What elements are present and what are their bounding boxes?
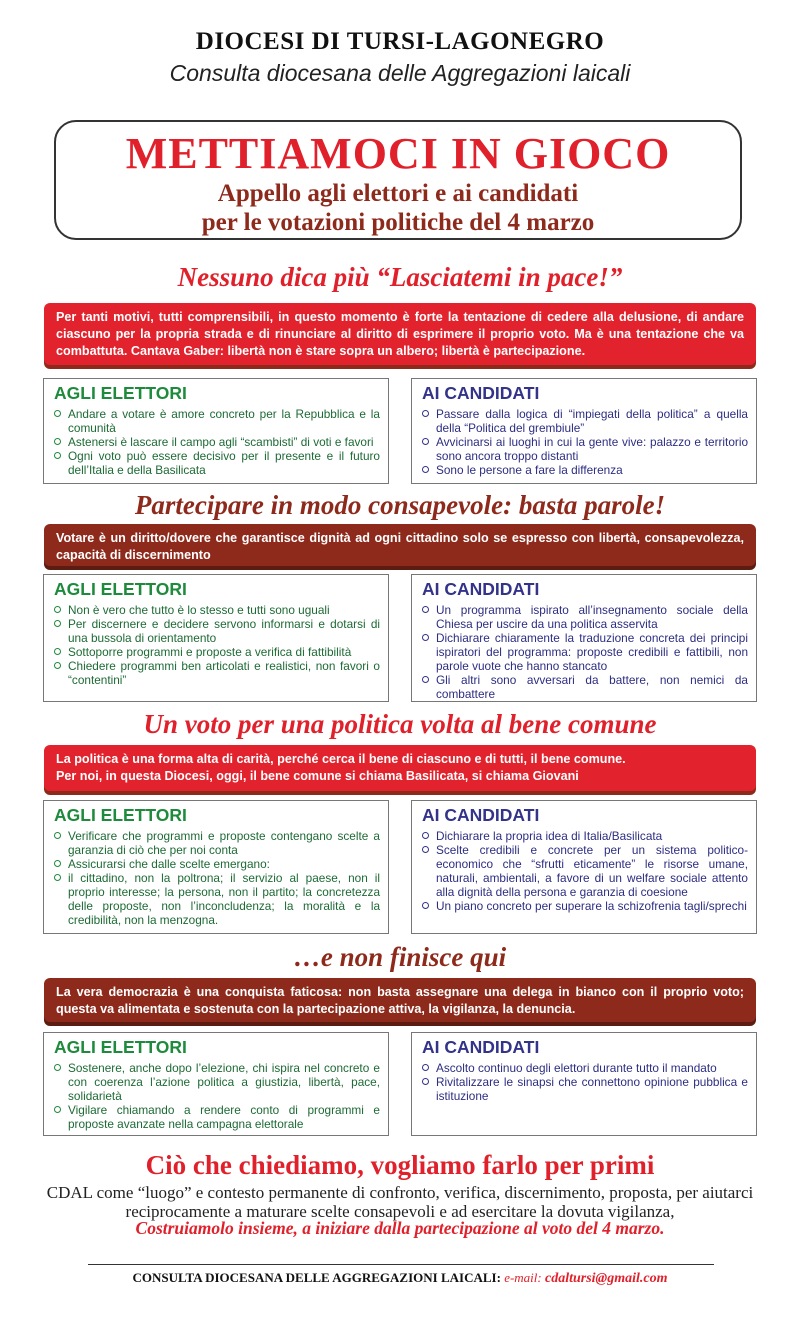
candidati-title: AI CANDIDATI: [422, 805, 540, 825]
section-2-candidati-box: [411, 574, 757, 702]
footer-email-link[interactable]: cdaltursi@gmail.com: [544, 1271, 668, 1286]
list-item: Un piano concreto per superare la schizofrenia tagli/sprechi: [422, 899, 748, 913]
candidati-title: AI CANDIDATI: [422, 579, 540, 599]
section-4-heading: …e non finisce qui: [293, 942, 507, 972]
list-item: Vigilare chiamando a rendere conto di programmi e proposte avanzate nella campagna elettorale: [54, 1103, 380, 1131]
section-4-candidati-box: [411, 1032, 757, 1136]
section-3-elettori-box: [43, 800, 389, 934]
list-item: Gli altri sono avversari da battere, non nemici da combattere: [422, 673, 748, 701]
section-2-elettori-box: [43, 574, 389, 702]
diocese-title: DIOCESI DI TURSI-LAGONEGRO: [195, 28, 605, 55]
list-item: Sono le persone a fare la differenza: [422, 463, 748, 477]
list-item: Chiedere programmi ben articolati e realistici, non favori o “contentini”: [54, 659, 380, 687]
candidati-title: AI CANDIDATI: [422, 1037, 540, 1057]
elettori-title: AGLI ELETTORI: [54, 383, 187, 403]
list-item: Sottoporre programmi e proposte a verifica di fattibilità: [54, 645, 380, 659]
closing-italic: Costruiamolo insieme, a iniziare dalla partecipazione al voto del 4 marzo.: [135, 1218, 665, 1238]
elettori-title: AGLI ELETTORI: [54, 805, 187, 825]
list-item: Sostenere, anche dopo l’elezione, chi ispira nel concreto e con coerenza l’azione politica a giustizia, libertà, pace, solidarietà: [54, 1061, 380, 1103]
section-3-banner-line-2: Per noi, in questa Diocesi, oggi, il bene comune si chiama Basilicata, si chiama Giovani: [56, 769, 579, 783]
bullet-circle-icon: [422, 438, 429, 445]
section-4-banner: La vera democrazia è una conquista faticosa: non basta assegnare una delega in bianco con il proprio voto; questa va alimentata e sostenuta con la partecipazione attiva, la vigilanza, la denuncia.: [44, 978, 756, 1022]
closing-heading: Ciò che chiediamo, vogliamo farlo per primi: [145, 1150, 655, 1180]
list-item: Ogni voto può essere decisivo per il presente e il futuro dell’Italia e della Basilicata: [54, 449, 380, 477]
bullet-circle-icon: [422, 410, 429, 417]
main-title: METTIAMOCI IN GIOCO: [125, 129, 671, 178]
list-item: Avvicinarsi ai luoghi in cui la gente vive: palazzo e territorio sono ancora troppo distanti: [422, 435, 748, 463]
bullet-circle-icon: [422, 846, 429, 853]
footer-org: CONSULTA DIOCESANA DELLE AGGREGAZIONI LAICALI:: [132, 1270, 501, 1285]
section-3-heading: Un voto per una politica volta al bene comune: [143, 709, 657, 739]
list-item: Verificare che programmi e proposte contengano scelte a garanzia di ciò che per noi conta: [54, 829, 380, 857]
bullet-circle-icon: [422, 832, 429, 839]
bullet-circle-icon: [54, 438, 61, 445]
bullet-circle-icon: [54, 874, 61, 881]
bullet-circle-icon: [422, 1078, 429, 1085]
bullet-circle-icon: [54, 410, 61, 417]
section-1-candidati-box: [411, 378, 757, 484]
bullet-circle-icon: [54, 832, 61, 839]
closing-text: CDAL come “luogo” e contesto permanente di confronto, verifica, discernimento, proposta, per aiutarci reciprocamente a maturare scelte consapevoli e ad esercitare la dovuta vigilanza,: [46, 1183, 754, 1221]
bullet-circle-icon: [54, 452, 61, 459]
list-item: Assicurarsi che dalle scelte emergano:: [54, 857, 380, 871]
elettori-title: AGLI ELETTORI: [54, 579, 187, 599]
bullet-circle-icon: [422, 1064, 429, 1071]
section-1-heading: Nessuno dica più “Lasciatemi in pace!”: [177, 262, 623, 292]
list-item: Dichiarare chiaramente la traduzione concreta dei principi ispiratori del programma: proposte credibili e fattibili, non parole vuote che hanno stancato: [422, 631, 748, 673]
bullet-circle-icon: [54, 606, 61, 613]
footer-email-label: e-mail:: [504, 1270, 542, 1285]
footer-divider: [88, 1264, 714, 1265]
footer: [0, 1270, 800, 1287]
list-item: Ascolto continuo degli elettori durante tutto il mandato: [422, 1061, 748, 1075]
list-item: Per discernere e decidere servono informarsi e dotarsi di una bussola di orientamento: [54, 617, 380, 645]
list-item: Astenersi è lascare il campo agli “scambisti” di voti e favori: [54, 435, 380, 449]
bullet-circle-icon: [54, 620, 61, 627]
title-subline-1: Appello agli elettori e ai candidati: [217, 180, 579, 207]
bullet-circle-icon: [54, 1064, 61, 1071]
bullet-circle-icon: [54, 662, 61, 669]
section-2-heading: Partecipare in modo consapevole: basta parole!: [134, 490, 666, 520]
section-1-elettori-box: [43, 378, 389, 484]
bullet-circle-icon: [422, 606, 429, 613]
consulta-subtitle: Consulta diocesana delle Aggregazioni laicali: [169, 60, 631, 86]
elettori-title: AGLI ELETTORI: [54, 1037, 187, 1057]
list-item: Dichiarare la propria idea di Italia/Basilicata: [422, 829, 748, 843]
section-2-banner: Votare è un diritto/dovere che garantisce dignità ad ogni cittadino solo se espresso con libertà, consapevolezza, capacità di discernimento: [44, 524, 756, 566]
list-item: il cittadino, non la poltrona; il servizio al paese, non il proprio interesse; la persona, non il partito; la concretezza delle proposte, non l’inconcludenza; la moralità e la credibilità, non la menzogna.: [54, 871, 380, 927]
section-1-banner: Per tanti motivi, tutti comprensibili, in questo momento è forte la tentazione di cedere alla delusione, di andare ciascuno per la propria strada e di rinunciare al diritto di esprimere il proprio voto. Ma è una tentazione che va combattuta. Cantava Gaber: libertà non è stare sopra un albero; libertà è partecipazione.: [44, 303, 756, 365]
bullet-circle-icon: [422, 676, 429, 683]
list-item: Passare dalla logica di “impiegati della politica” a quella della “Politica del grembiule”: [422, 407, 748, 435]
bullet-circle-icon: [54, 648, 61, 655]
candidati-title: AI CANDIDATI: [422, 383, 540, 403]
list-item: Rivitalizzare le sinapsi che connettono opinione pubblica e istituzione: [422, 1075, 748, 1103]
section-4-elettori-box: [43, 1032, 389, 1136]
bullet-circle-icon: [422, 902, 429, 909]
bullet-circle-icon: [422, 634, 429, 641]
list-item: Non è vero che tutto è lo stesso e tutti sono uguali: [54, 603, 380, 617]
section-3-candidati-box: [411, 800, 757, 934]
section-3-banner-line-1: La politica è una forma alta di carità, perché cerca il bene di ciascuno e di tutti, il bene comune.: [56, 752, 626, 766]
bullet-circle-icon: [422, 466, 429, 473]
section-3-banner: [44, 745, 756, 791]
bullet-circle-icon: [54, 1106, 61, 1113]
list-item: Andare a votare è amore concreto per la Repubblica e la comunità: [54, 407, 380, 435]
list-item: Un programma ispirato all’insegnamento sociale della Chiesa per uscire da una politica asservita: [422, 603, 748, 631]
title-box: [54, 120, 742, 240]
bullet-circle-icon: [54, 860, 61, 867]
title-subline-2: per le votazioni politiche del 4 marzo: [201, 209, 595, 236]
list-item: Scelte credibili e concrete per un sistema politico-economico che “sfrutti eticamente” le risorse umane, naturali, ambientali, a favore di un welfare sociale attento alla dignità della persona e garanzia di coesione: [422, 843, 748, 899]
